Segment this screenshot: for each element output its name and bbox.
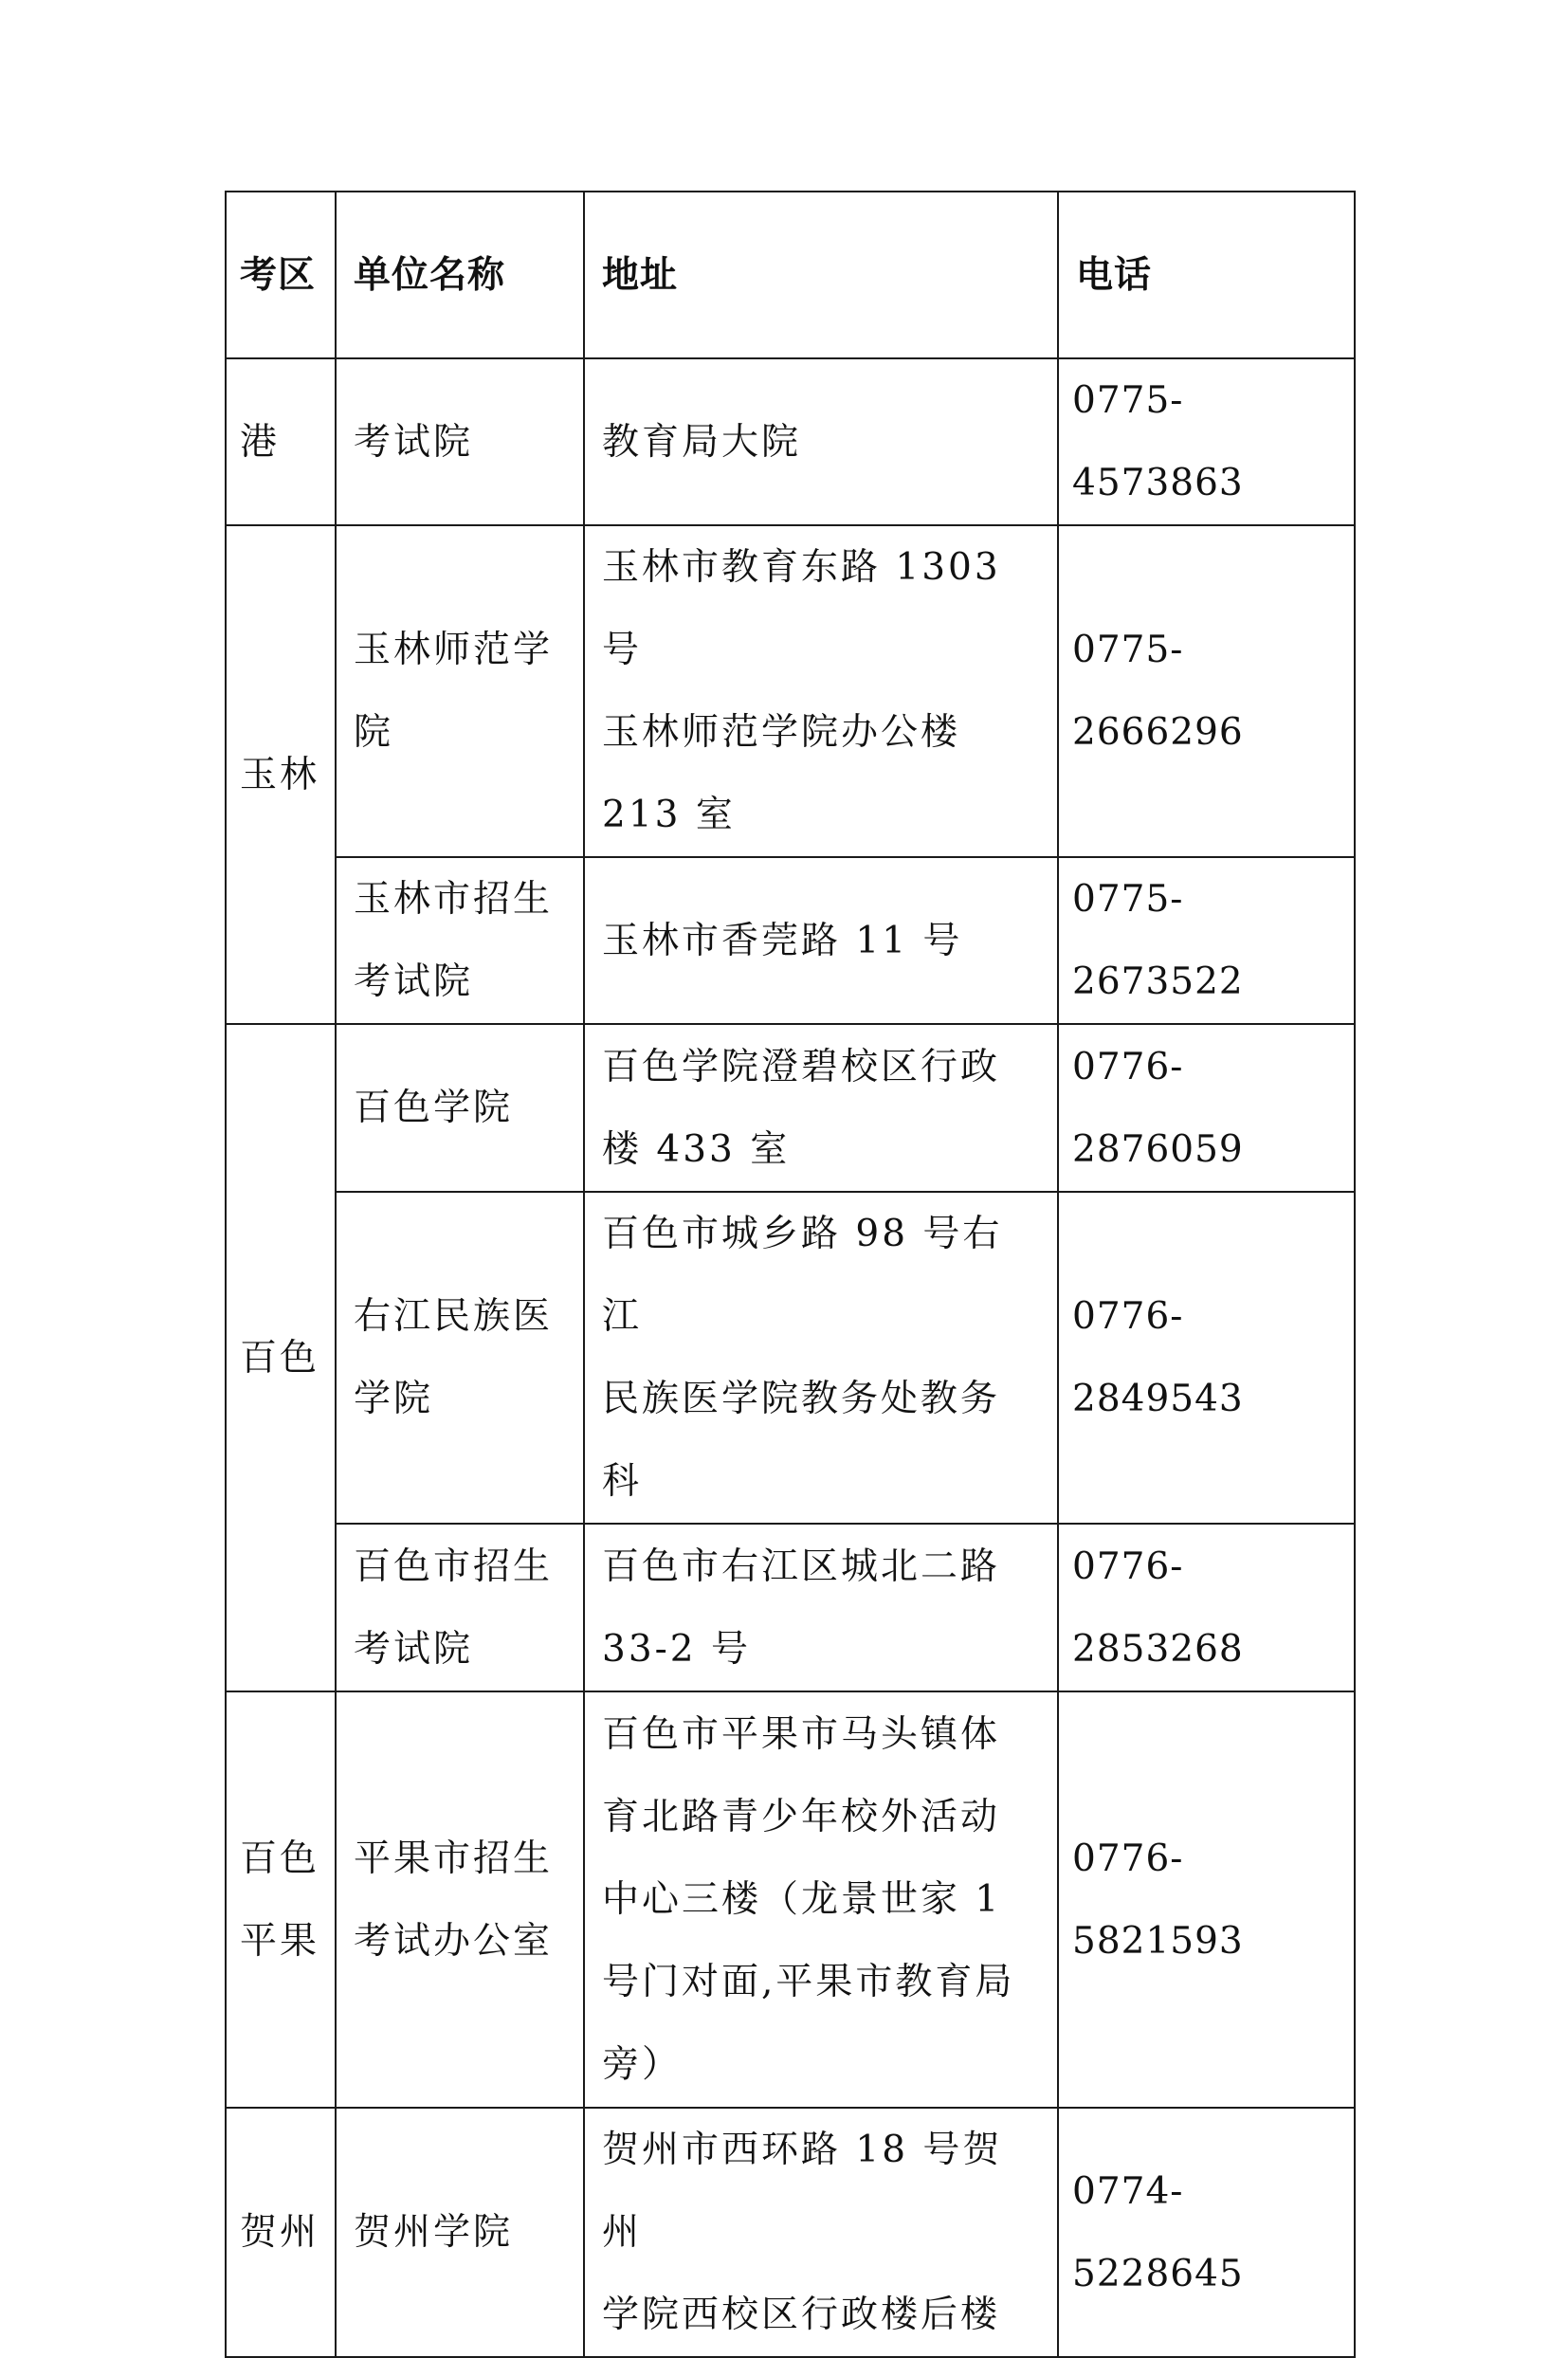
address-cell: 百色市右江区城北二路 33-2 号	[584, 1524, 1058, 1691]
unit-cell: 百色市招生 考试院	[336, 1524, 584, 1691]
address-cell: 百色市平果市马头镇体 育北路青少年校外活动 中心三楼（龙景世家 1 号门对面,平果市教育局 旁）	[584, 1691, 1058, 2108]
unit-cell: 百色学院	[336, 1024, 584, 1192]
table-row	[226, 1524, 1355, 1691]
address-cell: 教育局大院	[584, 358, 1058, 525]
unit-cell: 贺州学院	[336, 2108, 584, 2357]
table-row	[226, 2108, 1355, 2357]
address-cell: 百色市城乡路 98 号右江 民族医学院教务处教务 科	[584, 1192, 1058, 1524]
address-cell: 玉林市香莞路 11 号	[584, 857, 1058, 1024]
unit-cell: 右江民族医 学院	[336, 1192, 584, 1524]
address-cell: 百色学院澄碧校区行政 楼 433 室	[584, 1024, 1058, 1192]
phone-cell: 0776-2849543	[1058, 1192, 1355, 1524]
phone-cell: 0776-2853268	[1058, 1524, 1355, 1691]
unit-cell: 玉林市招生 考试院	[336, 857, 584, 1024]
phone-cell: 0774-5228645	[1058, 2108, 1355, 2357]
phone-cell: 0776-5821593	[1058, 1691, 1355, 2108]
phone-cell: 0775-4573863	[1058, 358, 1355, 525]
table-row	[226, 358, 1355, 525]
phone-cell: 0775-2666296	[1058, 525, 1355, 857]
header-region: 考区	[226, 192, 336, 358]
region-cell: 玉林	[226, 525, 336, 1024]
table-row	[226, 525, 1355, 857]
table-row	[226, 1691, 1355, 2108]
unit-cell: 平果市招生 考试办公室	[336, 1691, 584, 2108]
unit-cell: 玉林师范学 院	[336, 525, 584, 857]
exam-office-contact-table	[225, 191, 1356, 2358]
table-row	[226, 1024, 1355, 1192]
table-row	[226, 857, 1355, 1024]
region-cell: 百色平果	[226, 1691, 336, 2108]
address-cell: 贺州市西环路 18 号贺州 学院西校区行政楼后楼	[584, 2108, 1058, 2357]
phone-cell: 0775-2673522	[1058, 857, 1355, 1024]
header-unit-name: 单位名称	[336, 192, 584, 358]
header-phone: 电话	[1058, 192, 1355, 358]
region-cell: 港	[226, 358, 336, 525]
phone-cell: 0776-2876059	[1058, 1024, 1355, 1192]
header-address: 地址	[584, 192, 1058, 358]
region-cell: 百色	[226, 1024, 336, 1691]
region-cell: 贺州	[226, 2108, 336, 2357]
table-row	[226, 1192, 1355, 1524]
header-row	[226, 192, 1355, 358]
address-cell: 玉林市教育东路 1303 号 玉林师范学院办公楼 213 室	[584, 525, 1058, 857]
unit-cell: 考试院	[336, 358, 584, 525]
